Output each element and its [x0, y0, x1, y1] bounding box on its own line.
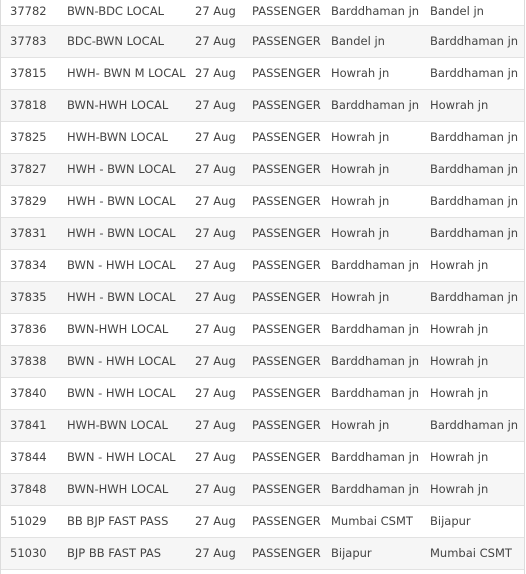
from-station: Barddhaman jn — [331, 450, 420, 464]
train-number: 37829 — [10, 194, 47, 208]
train-number: 37834 — [10, 258, 47, 272]
train-name: HWH - BWN LOCAL — [67, 162, 176, 176]
train-type: PASSENGER — [252, 546, 321, 560]
train-type: PASSENGER — [252, 34, 321, 48]
train-name: BWN-HWH LOCAL — [67, 482, 169, 496]
table-row[interactable] — [1, 122, 524, 154]
train-date: 27 Aug — [195, 226, 236, 240]
to-station: Howrah jn — [430, 98, 489, 112]
train-date: 27 Aug — [195, 162, 236, 176]
train-date: 27 Aug — [195, 4, 236, 18]
train-date: 27 Aug — [195, 418, 236, 432]
to-station: Barddhaman jn — [430, 66, 519, 80]
train-number: 51029 — [10, 514, 47, 528]
table-row[interactable] — [1, 506, 524, 538]
from-station: Howrah jn — [331, 290, 390, 304]
train-type: PASSENGER — [252, 290, 321, 304]
from-station: Bandel jn — [331, 34, 385, 48]
from-station: Mumbai CSMT — [331, 514, 413, 528]
from-station: Howrah jn — [331, 162, 390, 176]
train-date: 27 Aug — [195, 130, 236, 144]
train-number: 37782 — [10, 4, 47, 18]
train-type: PASSENGER — [252, 386, 321, 400]
to-station: Howrah jn — [430, 482, 489, 496]
train-number: 37825 — [10, 130, 47, 144]
table-row[interactable] — [1, 26, 524, 58]
train-date: 27 Aug — [195, 514, 236, 528]
train-number: 37815 — [10, 66, 47, 80]
from-station: Barddhaman jn — [331, 4, 420, 18]
train-type: PASSENGER — [252, 322, 321, 336]
table-row[interactable] — [1, 186, 524, 218]
table-row[interactable] — [1, 442, 524, 474]
train-date: 27 Aug — [195, 194, 236, 208]
train-name: HWH-BWN LOCAL — [67, 130, 168, 144]
to-station: Barddhaman jn — [430, 226, 519, 240]
train-number: 37827 — [10, 162, 47, 176]
from-station: Howrah jn — [331, 66, 390, 80]
train-name: BB BJP FAST PASS — [67, 514, 169, 528]
train-name: BDC-BWN LOCAL — [67, 34, 164, 48]
table-row[interactable] — [1, 314, 524, 346]
train-type: PASSENGER — [252, 514, 321, 528]
train-name: HWH-BWN LOCAL — [67, 418, 168, 432]
train-number: 37831 — [10, 226, 47, 240]
train-date: 27 Aug — [195, 322, 236, 336]
train-number: 37818 — [10, 98, 47, 112]
train-number: 37841 — [10, 418, 47, 432]
train-date: 27 Aug — [195, 546, 236, 560]
train-name: BWN - HWH LOCAL — [67, 354, 176, 368]
train-date: 27 Aug — [195, 386, 236, 400]
train-number: 37840 — [10, 386, 47, 400]
from-station: Barddhaman jn — [331, 258, 420, 272]
from-station: Barddhaman jn — [331, 322, 420, 336]
train-name: HWH - BWN LOCAL — [67, 226, 176, 240]
train-date: 27 Aug — [195, 354, 236, 368]
train-number: 37848 — [10, 482, 47, 496]
train-type: PASSENGER — [252, 450, 321, 464]
train-name: BWN-HWH LOCAL — [67, 322, 169, 336]
train-type: PASSENGER — [252, 226, 321, 240]
train-date: 27 Aug — [195, 482, 236, 496]
train-type: PASSENGER — [252, 66, 321, 80]
from-station: Howrah jn — [331, 194, 390, 208]
to-station: Howrah jn — [430, 322, 489, 336]
train-date: 27 Aug — [195, 66, 236, 80]
train-number: 37783 — [10, 34, 47, 48]
to-station: Barddhaman jn — [430, 130, 519, 144]
to-station: Bandel jn — [430, 4, 484, 18]
to-station: Barddhaman jn — [430, 162, 519, 176]
to-station: Barddhaman jn — [430, 290, 519, 304]
train-number: 51030 — [10, 546, 47, 560]
train-type: PASSENGER — [252, 418, 321, 432]
train-date: 27 Aug — [195, 258, 236, 272]
table-row[interactable] — [1, 378, 524, 410]
to-station: Mumbai CSMT — [430, 546, 512, 560]
train-number: 37835 — [10, 290, 47, 304]
table-row[interactable] — [1, 250, 524, 282]
train-date: 27 Aug — [195, 98, 236, 112]
train-date: 27 Aug — [195, 290, 236, 304]
table-row[interactable] — [1, 218, 524, 250]
from-station: Howrah jn — [331, 226, 390, 240]
to-station: Barddhaman jn — [430, 194, 519, 208]
train-type: PASSENGER — [252, 194, 321, 208]
from-station: Bijapur — [331, 546, 372, 560]
table-row[interactable] — [1, 0, 524, 26]
train-type: PASSENGER — [252, 354, 321, 368]
train-type: PASSENGER — [252, 482, 321, 496]
train-name: HWH- BWN M LOCAL — [67, 66, 186, 80]
from-station: Barddhaman jn — [331, 482, 420, 496]
table-row[interactable] — [1, 58, 524, 90]
from-station: Howrah jn — [331, 130, 390, 144]
to-station: Howrah jn — [430, 354, 489, 368]
train-number: 37836 — [10, 322, 47, 336]
train-date: 27 Aug — [195, 450, 236, 464]
table-row[interactable] — [1, 410, 524, 442]
train-number: 37838 — [10, 354, 47, 368]
train-name: BJP BB FAST PAS — [67, 546, 162, 560]
to-station: Barddhaman jn — [430, 34, 519, 48]
train-name: BWN-HWH LOCAL — [67, 98, 169, 112]
from-station: Barddhaman jn — [331, 386, 420, 400]
train-name: HWH - BWN LOCAL — [67, 290, 176, 304]
train-name: BWN - HWH LOCAL — [67, 450, 176, 464]
train-type: PASSENGER — [252, 258, 321, 272]
from-station: Barddhaman jn — [331, 98, 420, 112]
table-row[interactable] — [1, 538, 524, 570]
table-row[interactable] — [1, 474, 524, 506]
train-date: 27 Aug — [195, 34, 236, 48]
to-station: Bijapur — [430, 514, 471, 528]
to-station: Howrah jn — [430, 258, 489, 272]
from-station: Barddhaman jn — [331, 354, 420, 368]
train-type: PASSENGER — [252, 98, 321, 112]
train-name: BWN-BDC LOCAL — [67, 4, 164, 18]
train-name: BWN - HWH LOCAL — [67, 258, 176, 272]
from-station: Howrah jn — [331, 418, 390, 432]
to-station: Howrah jn — [430, 386, 489, 400]
to-station: Barddhaman jn — [430, 418, 519, 432]
to-station: Howrah jn — [430, 450, 489, 464]
table-row[interactable] — [1, 154, 524, 186]
train-number: 37844 — [10, 450, 47, 464]
train-name: BWN - HWH LOCAL — [67, 386, 176, 400]
train-type: PASSENGER — [252, 130, 321, 144]
train-type: PASSENGER — [252, 162, 321, 176]
train-name: HWH - BWN LOCAL — [67, 194, 176, 208]
table-row[interactable] — [1, 282, 524, 314]
table-row[interactable] — [1, 90, 524, 122]
train-type: PASSENGER — [252, 4, 321, 18]
table-row[interactable] — [1, 346, 524, 378]
